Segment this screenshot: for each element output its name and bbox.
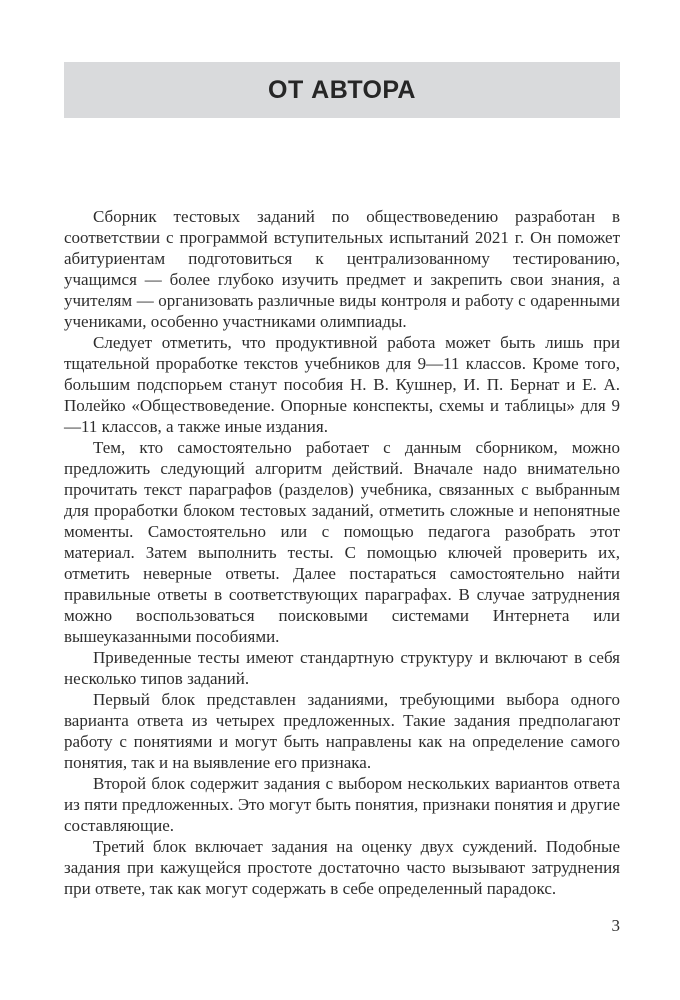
paragraph: Следует отметить, что продуктивной работа может быть лишь при тщательной проработке текстов учебников для 9—11 классов. Кроме того, большим подспорьем станут пособия Н. В. Кушнер, И. П. Бернат и Е. А. Полейко «Обществоведение. Опорные конспекты, схемы и таблицы» для 9—11 классов, а также иные издания. (64, 333, 620, 436)
paragraph: Третий блок включает задания на оценку двух суждений. Подобные задания при кажущейся простоте достаточно часто вызывают затруднения при ответе, так как могут содержать в себе определенный парадокс. (64, 837, 620, 898)
paragraph: Тем, кто самостоятельно работает с данным сборником, можно предложить следующий алгоритм действий. Вначале надо внимательно прочитать текст параграфов (разделов) учебника, связанных с выбранным для проработки блоком тестовых заданий, отметить сложные и непонятные моменты. Самостоятельно или с помощью педагога разобрать этот материал. Затем выполнить тесты. С помощью ключей проверить их, отметить неверные ответы. Далее постараться самостоятельно найти правильные ответы в соответствующих параграфах. В случае затруднения можно воспользоваться поисковыми системами Интернета или вышеуказанными пособиями. (64, 438, 620, 646)
paragraph: Первый блок представлен заданиями, требующими выбора одного варианта ответа из четырех предложенных. Такие задания предполагают работу с понятиями и могут быть направлены как на определение самого понятия, так и на выявление его признака. (64, 690, 620, 772)
page-number: 3 (611, 916, 620, 935)
chapter-title: ОТ АВТОРА (268, 75, 416, 104)
body-text (64, 206, 620, 899)
chapter-header-bar (64, 62, 620, 118)
paragraph: Сборник тестовых заданий по обществоведению разработан в соответствии с программой вступительных испытаний 2021 г. Он поможет абитуриентам подготовиться к централизованному тестированию, учащимся — более глубоко изучить предмет и закрепить свои знания, а учителям — организовать различные виды контроля и работу с одаренными учениками, особенно участниками олимпиады. (64, 207, 620, 331)
paragraph: Второй блок содержит задания с выбором нескольких вариантов ответа из пяти предложенных. Это могут быть понятия, признаки понятия и другие составляющие. (64, 774, 620, 835)
paragraph: Приведенные тесты имеют стандартную структуру и включают в себя несколько типов заданий. (64, 648, 620, 688)
